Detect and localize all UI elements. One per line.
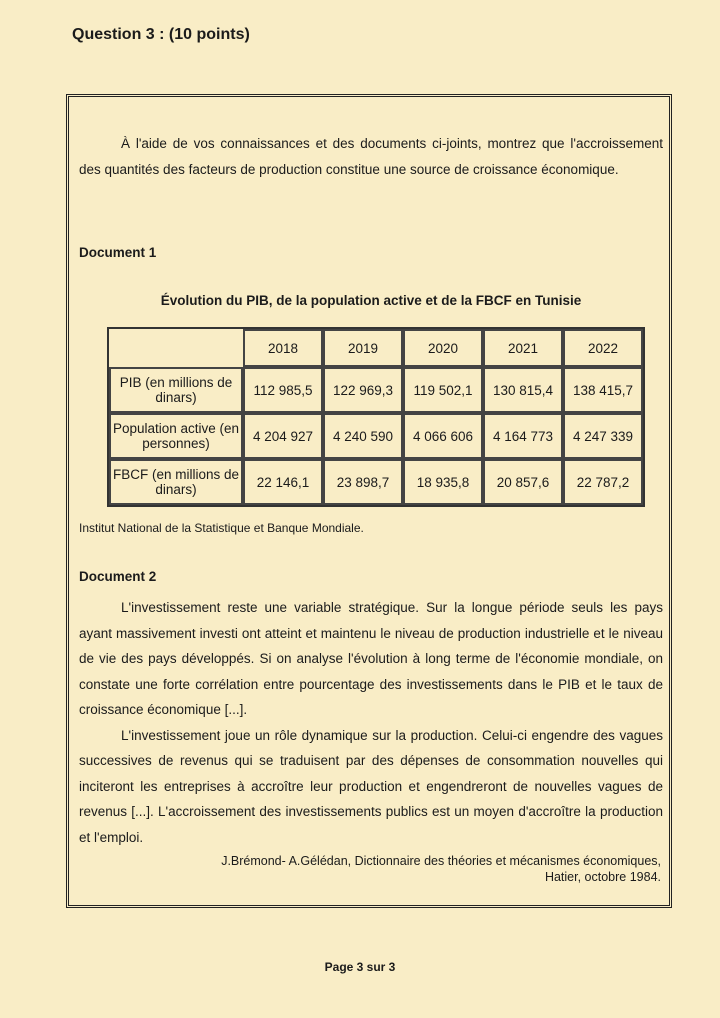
row-label: PIB (en millions de dinars) (109, 367, 243, 413)
table-title: Évolution du PIB, de la population active et de la FBCF en Tunisie (160, 293, 582, 308)
intro-paragraph: À l'aide de vos connaissances et des documents ci-joints, montrez que l'accroissement des quantités des facteurs de production constitue une source de croissance économique. (79, 136, 663, 177)
year-header: 2020 (403, 329, 483, 367)
table-cell: 4 204 927 (243, 413, 323, 459)
year-header: 2021 (483, 329, 563, 367)
document1-source: Institut National de la Statistique et Banque Mondiale. (79, 521, 364, 535)
table-cell: 18 935,8 (403, 459, 483, 505)
data-table (107, 327, 645, 507)
table-cell: 122 969,3 (323, 367, 403, 413)
year-header: 2022 (563, 329, 643, 367)
document2-title: Document 2 (79, 569, 157, 584)
row-label: Population active (en personnes) (109, 413, 243, 459)
table-cell: 20 857,6 (483, 459, 563, 505)
table-cell: 4 247 339 (563, 413, 643, 459)
question-heading: Question 3 : (10 points) (72, 26, 250, 43)
year-header: 2019 (323, 329, 403, 367)
table-cell: 4 240 590 (323, 413, 403, 459)
citation-line: J.Brémond- A.Gélédan, Dictionnaire des théories et mécanismes économiques, (221, 854, 661, 868)
document2-citation (221, 853, 661, 885)
table-row (109, 367, 643, 413)
citation-line: Hatier, octobre 1984. (544, 870, 661, 884)
table-cell: 23 898,7 (323, 459, 403, 505)
table-cell: 138 415,7 (563, 367, 643, 413)
table-cell: 4 164 773 (483, 413, 563, 459)
table-cell: 119 502,1 (403, 367, 483, 413)
page-number: Page 3 sur 3 (324, 960, 396, 974)
table-cell: 130 815,4 (483, 367, 563, 413)
table-cell: 22 146,1 (243, 459, 323, 505)
document2-paragraph: L'investissement joue un rôle dynamique sur la production. Celui-ci engendre des vagues successives de revenus qui se traduisent par des dépenses de consommation nouvelles qui inciteront les entreprises à accroître leur production et engendreront de nouvelles vagues de revenus [...]. L'accroissement des investissements publics est un moyen d'accroître la production et l'emploi. (79, 727, 663, 845)
table-row (109, 413, 643, 459)
table-row (109, 459, 643, 505)
table-cell: 112 985,5 (243, 367, 323, 413)
table-corner (109, 329, 243, 367)
exercise-frame (66, 94, 672, 908)
table-cell: 22 787,2 (563, 459, 643, 505)
document1-title: Document 1 (79, 245, 157, 260)
document2-paragraph: L'investissement reste une variable stratégique. Sur la longue période seuls les pays ayant massivement investi ont atteint et maintenu le niveau de production industrielle et le niveau de vie des pays développés. Si on analyse l'évolution à long terme de l'économie mondiale, on constate une forte corrélation entre pourcentage des investissements dans le PIB et le taux de croissance économique [...]. (79, 600, 663, 717)
table-cell: 4 066 606 (403, 413, 483, 459)
year-header: 2018 (243, 329, 323, 367)
table-header-row (109, 329, 643, 367)
row-label: FBCF (en millions de dinars) (109, 459, 243, 505)
document2-text (79, 595, 663, 850)
